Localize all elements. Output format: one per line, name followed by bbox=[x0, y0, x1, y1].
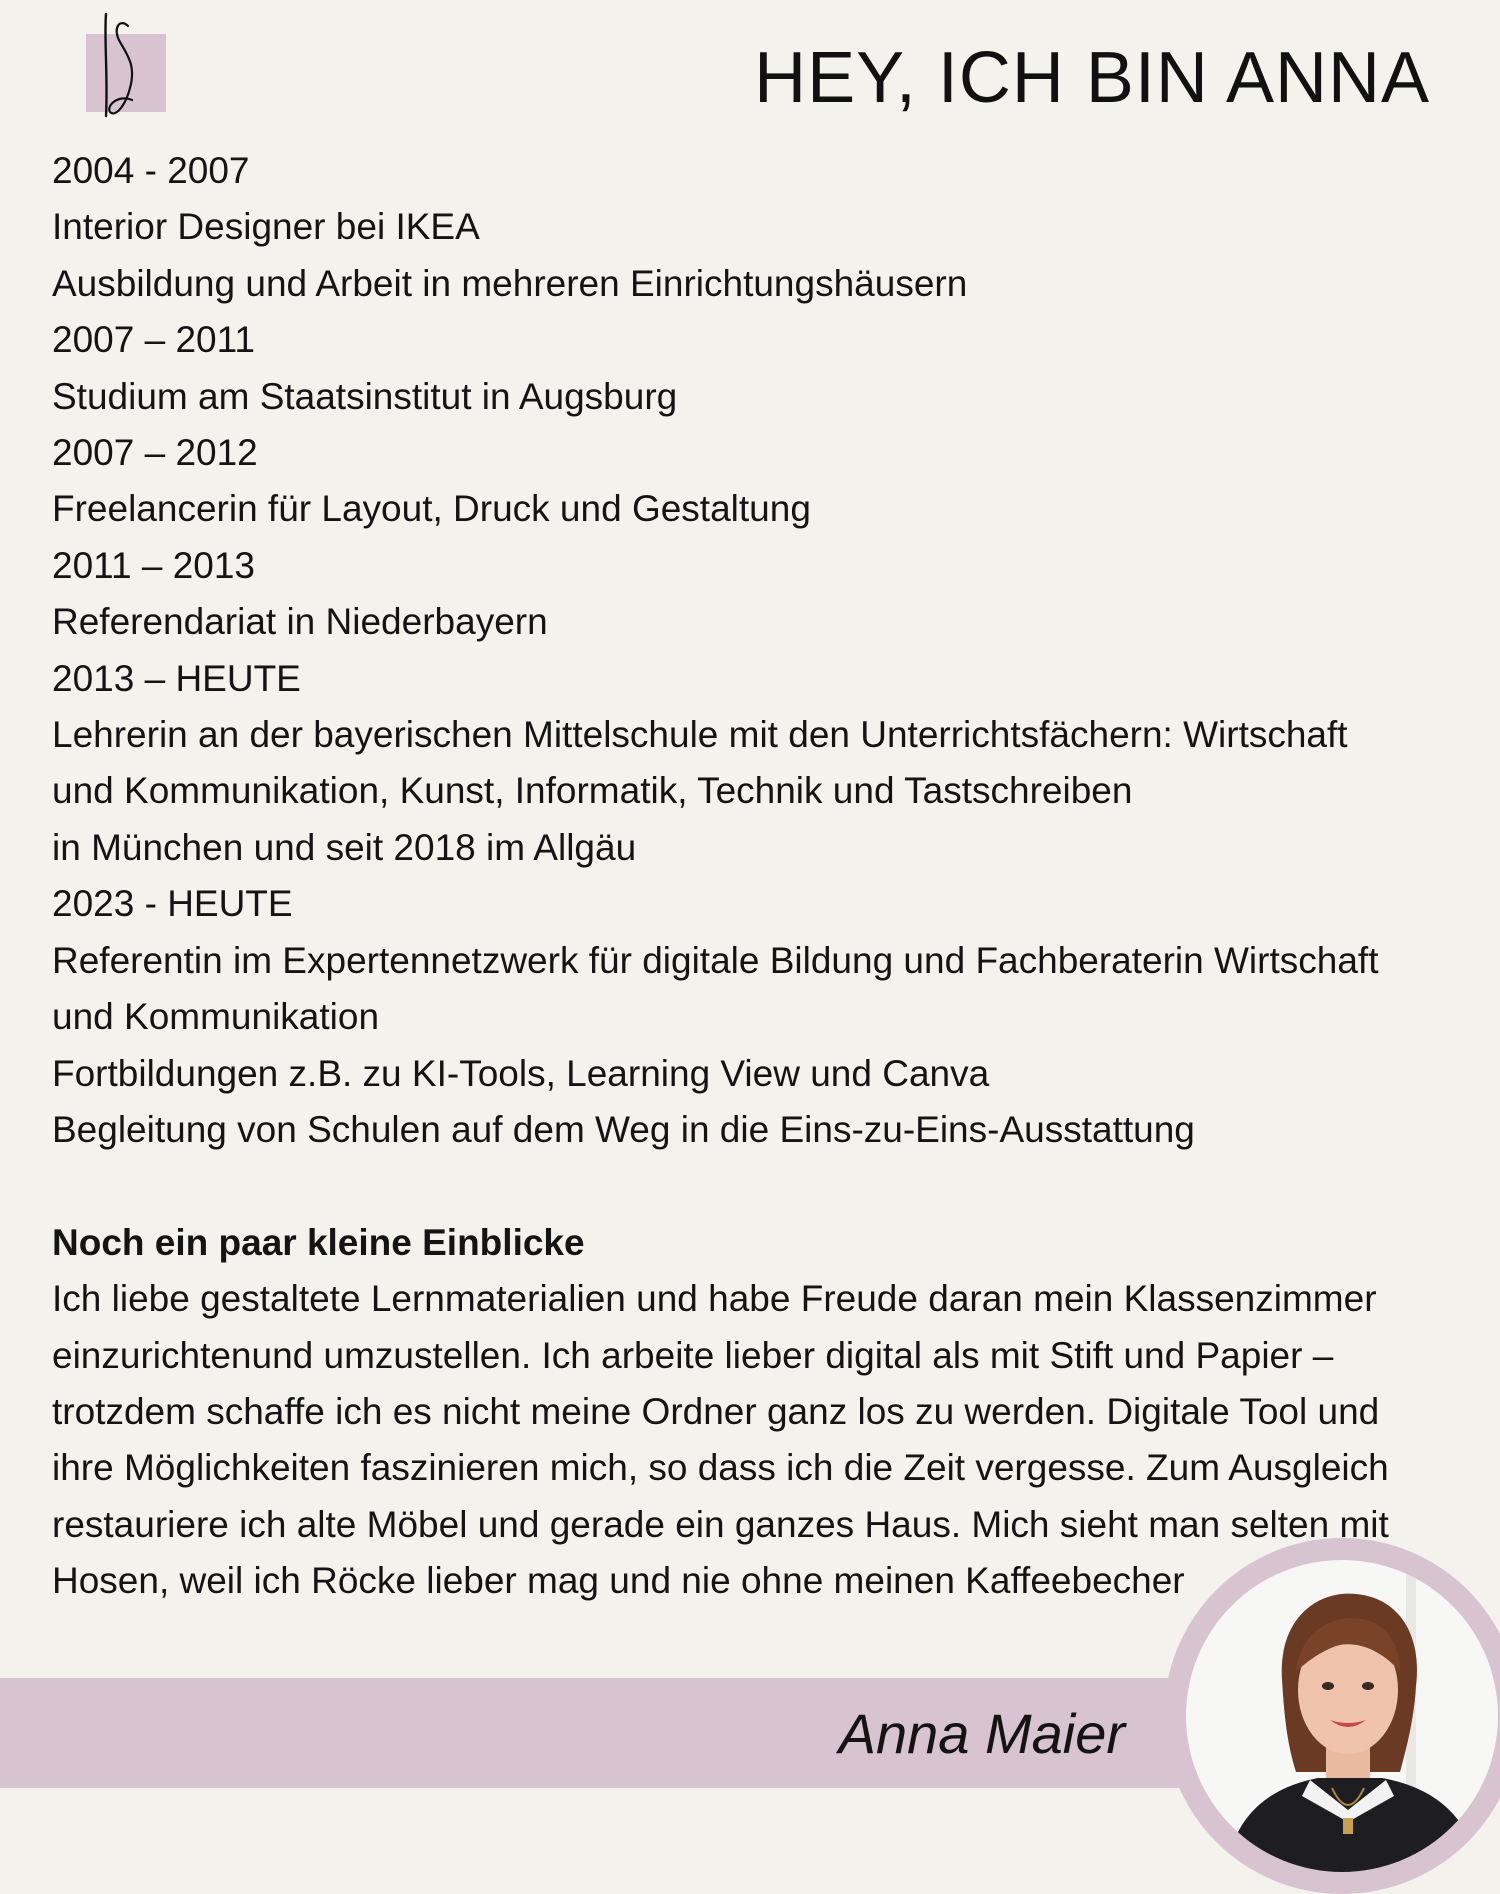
timeline-entry: Begleitung von Schulen auf dem Weg in die Eins-zu-Eins-Ausstattung bbox=[52, 1108, 1195, 1150]
timeline-entry: in München und seit 2018 im Allgäu bbox=[52, 826, 637, 868]
insights-line: Ich liebe gestaltete Lernmaterialien und habe Freude daran mein Klassenzimmer bbox=[52, 1278, 1377, 1320]
timeline-entry: und Kommunikation bbox=[52, 996, 380, 1038]
timeline-date: 2011 – 2013 bbox=[52, 544, 256, 586]
insights-line: einzurichtenund umzustellen. Ich arbeite lieber digital als mit Stift und Papier – bbox=[52, 1334, 1334, 1376]
main-content bbox=[52, 143, 1492, 1610]
page-title: HEY, ICH BIN ANNA bbox=[754, 38, 1430, 118]
timeline-entry: Freelancerin für Layout, Druck und Gestaltung bbox=[52, 488, 811, 530]
timeline-entry: Fortbildungen z.B. zu KI-Tools, Learning View und Canva bbox=[52, 1052, 990, 1094]
author-name: Anna Maier bbox=[838, 1702, 1125, 1765]
timeline-date: 2023 - HEUTE bbox=[52, 883, 293, 925]
timeline-entry: und Kommunikation, Kunst, Informatik, Technik und Tastschreiben bbox=[52, 770, 1133, 812]
monogram-icon bbox=[84, 8, 174, 123]
timeline-date: 2007 – 2011 bbox=[52, 319, 256, 361]
portrait-frame bbox=[1164, 1538, 1500, 1894]
insights-line: Hosen, weil ich Röcke lieber mag und nie ohne meinen Kaffeebecher bbox=[52, 1560, 1185, 1602]
insights-line: trotzdem schaffe ich es nicht meine Ordner ganz los zu werden. Digitale Tool und bbox=[52, 1390, 1380, 1432]
timeline-entry: Ausbildung und Arbeit in mehreren Einrichtungshäusern bbox=[52, 262, 968, 304]
timeline-entry: Referentin im Expertennetzwerk für digitale Bildung und Fachberaterin Wirtschaft bbox=[52, 939, 1379, 981]
insights-line: ihre Möglichkeiten faszinieren mich, so dass ich die Zeit vergesse. Zum Ausgleich bbox=[52, 1447, 1389, 1489]
monogram-logo bbox=[84, 8, 174, 123]
timeline-entry: Lehrerin an der bayerischen Mittelschule mit den Unterrichtsfächern: Wirtschaft bbox=[52, 714, 1348, 756]
timeline-date: 2013 – HEUTE bbox=[52, 657, 301, 699]
section-spacer bbox=[52, 1158, 1492, 1214]
timeline-date: 2004 - 2007 bbox=[52, 150, 250, 191]
portrait-icon bbox=[1186, 1560, 1498, 1872]
timeline-entry: Referendariat in Niederbayern bbox=[52, 601, 548, 643]
timeline-entry: Interior Designer bei IKEA bbox=[52, 206, 480, 248]
timeline-date: 2007 – 2012 bbox=[52, 432, 258, 474]
insights-title: Noch ein paar kleine Einblicke bbox=[52, 1221, 585, 1263]
insights-line: restauriere ich alte Möbel und gerade ein ganzes Haus. Mich sieht man selten mit bbox=[52, 1503, 1389, 1545]
timeline-entry: Studium am Staatsinstitut in Augsburg bbox=[52, 375, 678, 417]
